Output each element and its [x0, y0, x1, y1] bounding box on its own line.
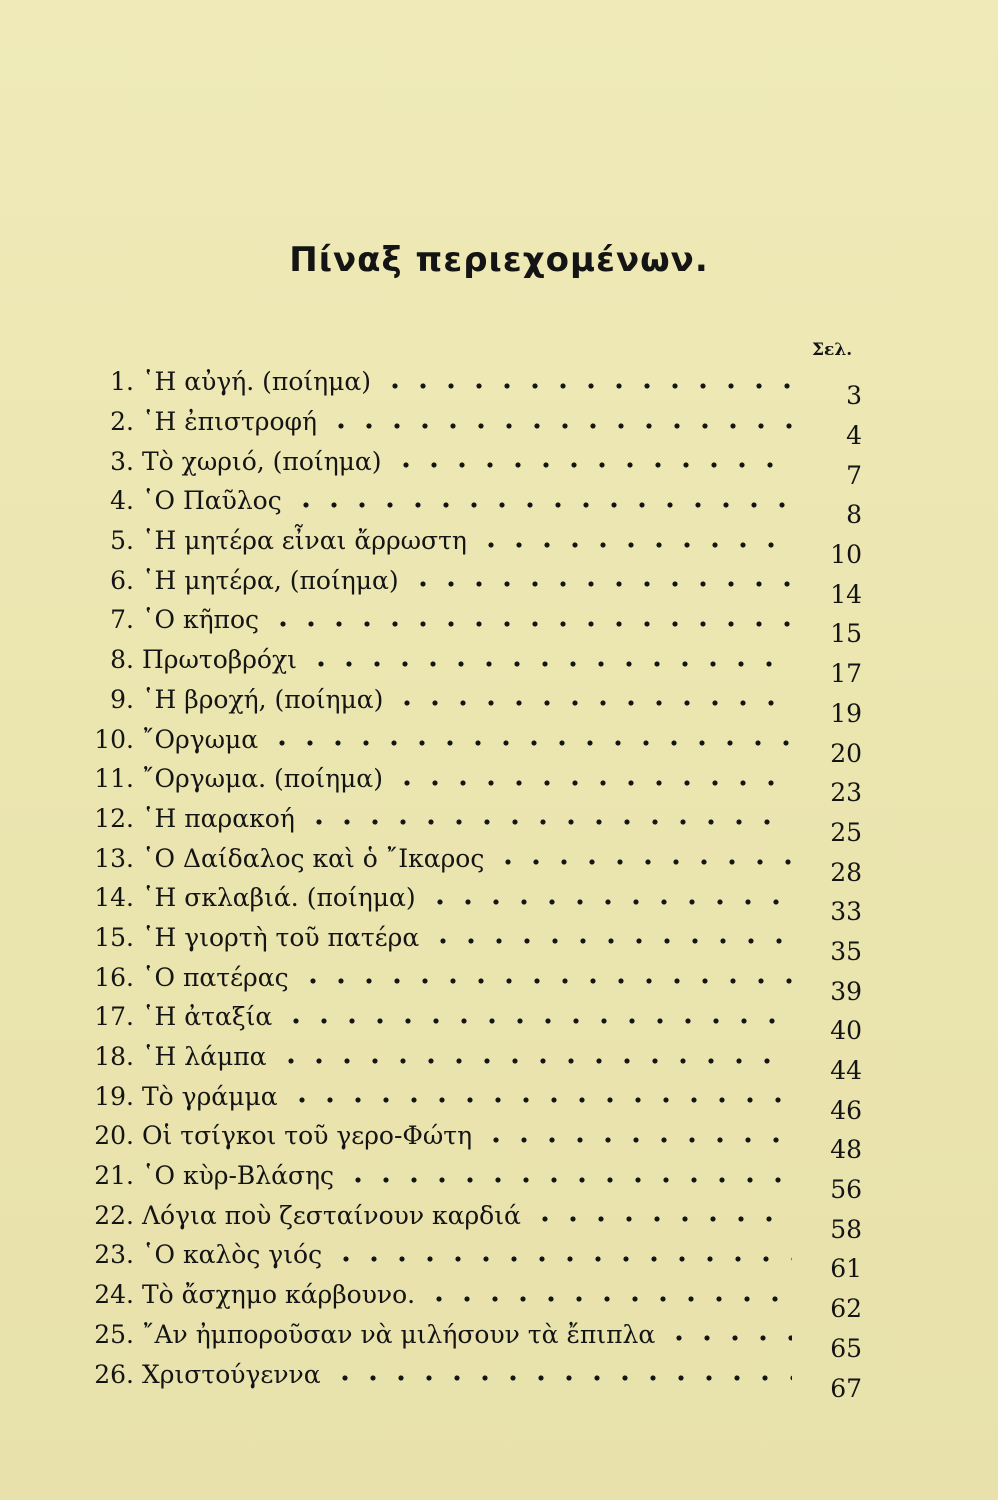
entry-title: ῾Ο Δαίδαλος καὶ ὁ ῎Ικαρος [142, 843, 485, 873]
entry-page: 56 [830, 1175, 862, 1205]
dot-leader [344, 1176, 792, 1184]
entry-title: ῎Οργωμα. (ποίημα) [142, 764, 383, 794]
entry-title: ῾Ο πατέρας [142, 962, 289, 992]
entry-page: 48 [830, 1135, 862, 1165]
entry-title: ῾Η ἀταξία [142, 1002, 273, 1032]
entry-number: 3. [110, 446, 134, 476]
entry-page: 17 [830, 659, 862, 689]
entry-title: Τὸ ἄσχημο κάρβουνο. [142, 1280, 416, 1310]
entry-page: 35 [830, 936, 862, 966]
dot-leader [425, 1295, 792, 1303]
entry-page: 14 [830, 579, 862, 609]
dot-leader [393, 699, 792, 707]
entry-number: 9. [110, 684, 134, 714]
entry-number: 4. [110, 486, 134, 516]
table-of-contents [72, 362, 862, 1403]
toc-entry [72, 640, 862, 689]
entry-title: Λόγια ποὺ ζεσταίνουν καρδιά [142, 1200, 521, 1230]
toc-entry [72, 362, 862, 411]
entry-page: 46 [830, 1095, 862, 1125]
page-column-label: Σελ. [812, 340, 853, 360]
entry-page: 15 [830, 619, 862, 649]
dot-leader [381, 382, 792, 390]
toc-entry [72, 838, 862, 887]
entry-title: ῾Ο κῆπος [142, 605, 260, 635]
entry-number: 12. [94, 803, 134, 833]
dot-leader [393, 779, 792, 787]
entry-number: 13. [94, 843, 134, 873]
entry-number: 20. [94, 1121, 134, 1151]
dot-leader [331, 1374, 792, 1382]
dot-leader [307, 660, 792, 668]
entry-number: 15. [94, 922, 134, 952]
entry-number: 25. [94, 1319, 134, 1349]
dot-leader [665, 1334, 792, 1342]
toc-entry [72, 1076, 862, 1125]
entry-number: 17. [94, 1002, 134, 1032]
dot-leader [429, 937, 792, 945]
entry-number: 18. [94, 1042, 134, 1072]
entry-number: 6. [110, 565, 134, 595]
entry-page: 62 [830, 1294, 862, 1324]
dot-leader [327, 422, 792, 430]
entry-page: 67 [830, 1373, 862, 1403]
toc-entry [72, 957, 862, 1006]
toc-entry [72, 600, 862, 649]
toc-entry [72, 719, 862, 768]
entry-page: 8 [846, 500, 862, 530]
dot-leader [305, 818, 792, 826]
entry-title: ῎Οργωμα [142, 724, 259, 754]
entry-page: 10 [830, 540, 862, 570]
dot-leader [392, 461, 792, 469]
toc-entry [72, 481, 862, 530]
dot-leader [269, 620, 792, 628]
dot-leader [277, 1057, 792, 1065]
entry-page: 61 [830, 1254, 862, 1284]
dot-leader [268, 739, 792, 747]
entry-title: Οἱ τσίγκοι τοῦ γερο-Φώτη [142, 1121, 473, 1151]
entry-number: 10. [94, 724, 134, 754]
entry-title: Τὸ χωριό, (ποίημα) [142, 446, 382, 476]
entry-page: 7 [846, 460, 862, 490]
toc-entry [72, 997, 862, 1046]
entry-number: 16. [94, 962, 134, 992]
entry-page: 4 [846, 421, 862, 451]
entry-page: 19 [830, 698, 862, 728]
dot-leader [409, 580, 792, 588]
dot-leader [299, 977, 792, 985]
entry-number: 21. [94, 1161, 134, 1191]
entry-title: ῾Η παρακοή [142, 803, 295, 833]
entry-page: 20 [830, 738, 862, 768]
entry-title: ῾Η μητέρα, (ποίημα) [142, 565, 399, 595]
entry-title: ῾Η σκλαβιά. (ποίημα) [142, 883, 416, 913]
toc-entry [72, 1116, 862, 1165]
dot-leader [482, 1136, 792, 1144]
entry-number: 19. [94, 1081, 134, 1111]
dot-leader [282, 1017, 792, 1025]
toc-entry [72, 1275, 862, 1324]
entry-title: Χριστούγεννα [142, 1359, 321, 1389]
entry-number: 24. [94, 1280, 134, 1310]
dot-leader [332, 1255, 792, 1263]
dot-leader [292, 501, 792, 509]
entry-title: ῾Η βροχή, (ποίημα) [142, 684, 384, 714]
toc-entry [72, 918, 862, 966]
dot-leader [288, 1096, 792, 1104]
entry-number: 26. [94, 1359, 134, 1389]
entry-page: 44 [830, 1056, 862, 1086]
entry-page: 3 [846, 381, 862, 411]
toc-entry [72, 1195, 862, 1244]
entry-page: 28 [830, 857, 862, 887]
toc-entry [72, 1037, 862, 1086]
entry-number: 2. [110, 407, 134, 437]
entry-title: Πρωτοβρόχι [142, 645, 297, 675]
entry-title: ῾Η λάμπα [142, 1042, 267, 1072]
toc-entry [72, 402, 862, 451]
entry-title: ῾Η ἐπιστροφή [142, 407, 318, 437]
entry-title: Τὸ γράμμα [142, 1081, 278, 1111]
entry-title: ῎Αν ἠμποροῦσαν νὰ μιλήσουν τὰ ἔπιπλα [142, 1319, 656, 1349]
entry-page: 23 [830, 778, 862, 808]
entry-number: 23. [94, 1240, 134, 1270]
entry-title: ῾Ο Παῦλος [142, 486, 282, 516]
entry-page: 25 [830, 817, 862, 847]
toc-entry [72, 799, 862, 847]
toc-entry [72, 680, 862, 728]
entry-page: 40 [830, 1016, 862, 1046]
entry-title: ῾Η γιορτὴ τοῦ πατέρα [142, 922, 420, 952]
entry-number: 7. [110, 605, 134, 635]
entry-page: 33 [830, 897, 862, 927]
entry-number: 14. [94, 883, 134, 913]
toc-entry [72, 1156, 862, 1205]
page-title: Πίναξ περιεχομένων. [289, 240, 709, 280]
dot-leader [477, 541, 792, 549]
dot-leader [426, 898, 792, 906]
entry-title: ῾Η αὐγή. (ποίημα) [142, 367, 372, 397]
entry-page: 39 [830, 976, 862, 1006]
entry-title: ῾Ο καλὸς γιός [142, 1240, 323, 1270]
entry-number: 1. [110, 367, 134, 397]
toc-entry [72, 1235, 862, 1284]
dot-leader [494, 858, 792, 866]
toc-entry [72, 1354, 862, 1403]
toc-entry [72, 441, 862, 490]
toc-entry [72, 759, 862, 808]
dot-leader [531, 1215, 792, 1223]
toc-entry [72, 560, 862, 609]
entry-page: 65 [830, 1333, 862, 1363]
entry-title: ῾Ο κὺρ-Βλάσης [142, 1161, 335, 1191]
entry-page: 58 [830, 1214, 862, 1244]
entry-number: 5. [110, 526, 134, 556]
toc-entry [72, 1315, 862, 1363]
entry-title: ῾Η μητέρα εἶναι ἄρρωστη [142, 526, 467, 556]
entry-number: 22. [94, 1200, 134, 1230]
entry-number: 8. [110, 645, 134, 675]
toc-entry [72, 521, 862, 570]
toc-entry [72, 878, 862, 927]
entry-number: 11. [94, 764, 134, 794]
